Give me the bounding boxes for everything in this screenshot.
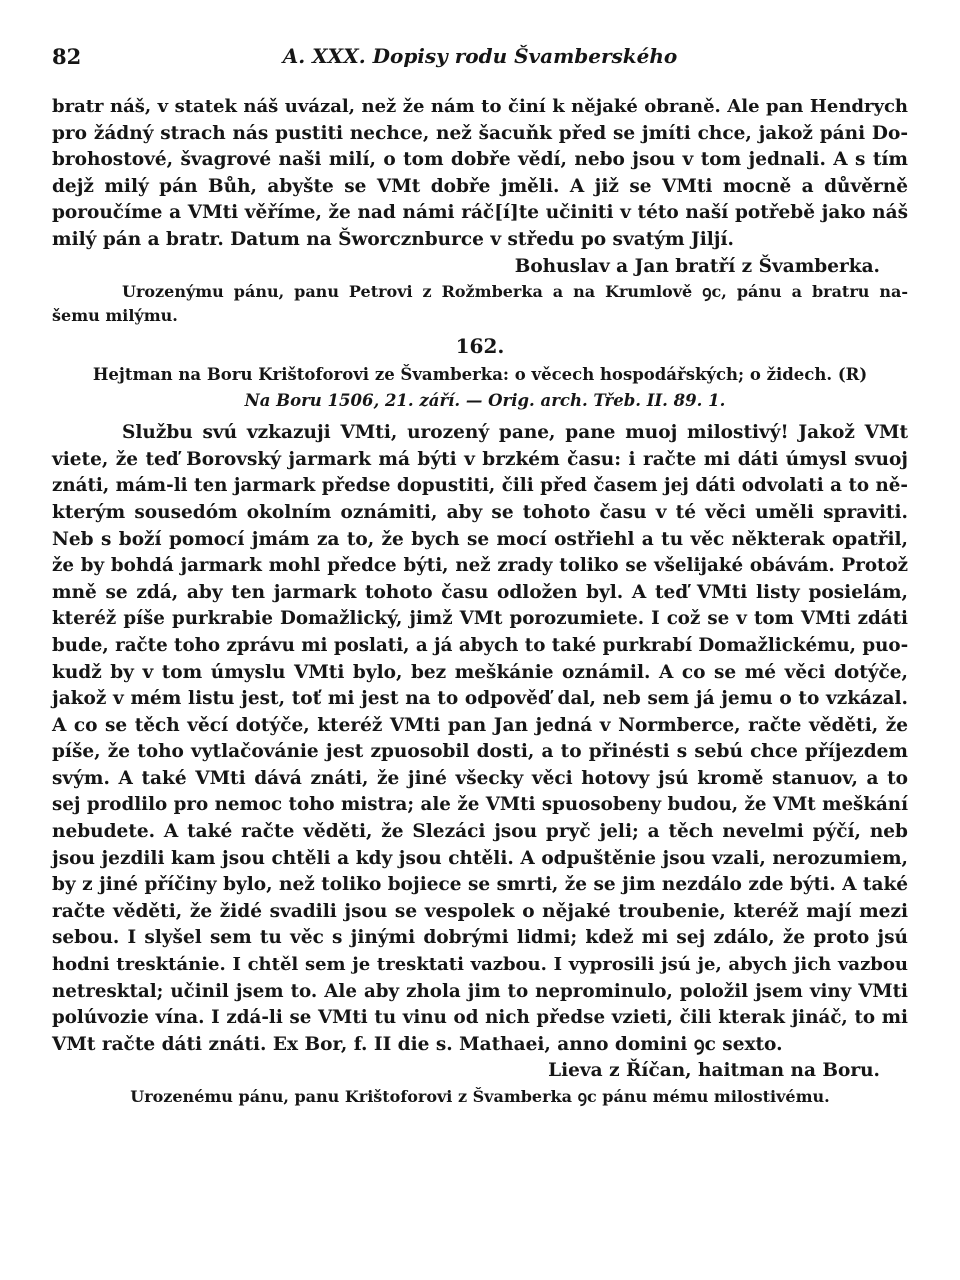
text-line: milý pán a bratr. Datum na Šworcznburce v středu po svatým Jiljí. (52, 228, 734, 250)
text-line: svým. A také VMti dává znáti, že jiné všecky věci hotovy jsú kromě stanuov, a to (52, 767, 908, 789)
text-line: mně se zdá, aby ten jarmark tohoto času odložen byl. A teď VMti listy posielám, (52, 581, 908, 603)
running-title: A. XXX. Dopisy rodu Švamberského (282, 44, 678, 68)
letter-161-signature: Bohuslav a Jan bratří z Švamberka. (514, 255, 880, 277)
text-line: netresktal; učinil jsem to. Ale aby zhola jim to neprominulo, položil jsem viny VMti (52, 980, 908, 1002)
letter-162-address: Urozenému pánu, panu Krištoforovi z Švamberka ꝯc pánu mému milostivému. (130, 1087, 830, 1106)
document-number: 162. (455, 334, 505, 359)
text-line: račte věděti, že židé svadili jsou se vespolek o nějaké troubenie, kteréž mají mezi (52, 900, 908, 922)
text-line: jsou jezdili kam jsou chtěli a kdy jsou chtěli. A odpuštěnie jsou vzali, nerozumiem, (52, 847, 908, 869)
text-line: kterým sousedóm okolním oznámiti, aby se tohoto času v té věci uměli spraviti. (52, 501, 908, 523)
page-body (52, 94, 908, 1109)
text-line: Neb s boží pomocí jmám za to, že bych se mocí ostřiehl a tu věc některak opatřil, (52, 528, 908, 550)
letter-162-text (52, 420, 908, 1058)
text-line: nebudete. A také račte věděti, že Slezáci jsou pryč jeli; a těch nevelmi pýčí, neb (52, 821, 908, 843)
text-line: poroučíme a VMti věříme, že nad námi ráč[í]te učiniti v této naší potřebě jako náš (52, 202, 908, 224)
running-head (52, 44, 908, 74)
text-line: brohostové, švagrové naši milí, o tom dobře vědí, nebo jsou v tom jednali. A s tím (52, 149, 908, 171)
letter-161-text (52, 94, 908, 254)
text-line: píše, že toho vytlačovánie jest zpuosobil dosti, a to přinésti s sebú chce příjezdem (52, 741, 908, 763)
text-line: A co se těch věcí dotýče, kteréž VMti pan Jan jedná v Normberce, račte věděti, že (52, 714, 908, 736)
text-line: Službu svú vzkazuji VMti, urozený pane, pane muoj milostivý! Jakož VMt (122, 422, 908, 444)
text-line: jakož v mém listu jest, toť mi jest na to odpověď dal, neb sem já jemu o to vzkázal. (52, 688, 908, 710)
text-line: by z jiné příčiny bylo, než toliko bojiece se smrti, že se jim nezdálo zde býti. A také (52, 874, 909, 896)
letter-161-address: Urozenýmu pánu, panu Petrovi z Rožmberka a na Krumlově ꝯc, pánu a bratru na- (122, 282, 908, 302)
text-line: hodni tresktánie. I chtěl sem je tresktati vazbou. I vyprosili jsú je, abych jich vazbou (52, 954, 908, 976)
text-line: znáti, mám-li ten jarmark předse dopustiti, čili před časem jej dáti odvolati a to ně- (52, 475, 908, 497)
text-line: že by bohdá jarmark mohl předce býti, než zrady toliko se všelijaké obávám. Protož (52, 555, 908, 577)
text-line: dejž milý pán Bůh, abyšte se VMt dobře jměli. A již se VMti mocně a důvěrně (52, 175, 908, 197)
text-line: polúvozie vína. I zdá-li se VMti tu vinu od nich předse vzieti, čili kterak jináč, to mi (52, 1007, 908, 1029)
text-line: bude, račte toho zprávu mi poslati, a já abych to také purkrabí Domažlickému, puo- (52, 634, 909, 656)
document-dating: Na Boru 1506, 21. září. — Orig. arch. Třeb. II. 89. 1. (244, 391, 726, 411)
text-line: kudž by v tom úmyslu VMti bylo, bez meškánie oznámil. A co se mé věci dotýče, (52, 661, 908, 683)
text-line: pro žádný strach nás pustiti nechce, než šacuňk před se jmíti chce, jakož páni Do- (52, 122, 908, 144)
text-line: kteréž píše purkrabie Domažlický, jimž VMt porozumiete. I což se v tom VMti zdáti (52, 608, 908, 630)
page-number: 82 (52, 44, 82, 69)
text-line: VMt račte dáti znáti. Ex Bor, f. II die s. Mathaei, anno domini ꝯc sexto. (52, 1033, 783, 1055)
document-regest: Hejtman na Boru Krištoforovi ze Švamberka: o věcech hospodářských; o židech. (R) (92, 365, 868, 385)
text-line: sej prodlilo pro nemoc toho mistra; ale že VMti spuosobeny budou, že VMt meškání (52, 794, 908, 816)
letter-162-signature: Lieva z Říčan, haitman na Boru. (548, 1060, 880, 1082)
text-line: sebou. I slyšel sem tu věc s jinými dobrými lidmi; kdež mi sej zdálo, že proto jsú (52, 927, 908, 949)
text-line: bratr náš, v statek náš uvázal, než že nám to činí k nějaké obraně. Ale pan Hendrych (52, 96, 908, 117)
text-line: viete, že teď Borovský jarmark má býti v brzkém času: i račte mi dáti úmysl svuoj (52, 448, 908, 470)
letter-161-address-cont: šemu milýmu. (52, 306, 178, 326)
